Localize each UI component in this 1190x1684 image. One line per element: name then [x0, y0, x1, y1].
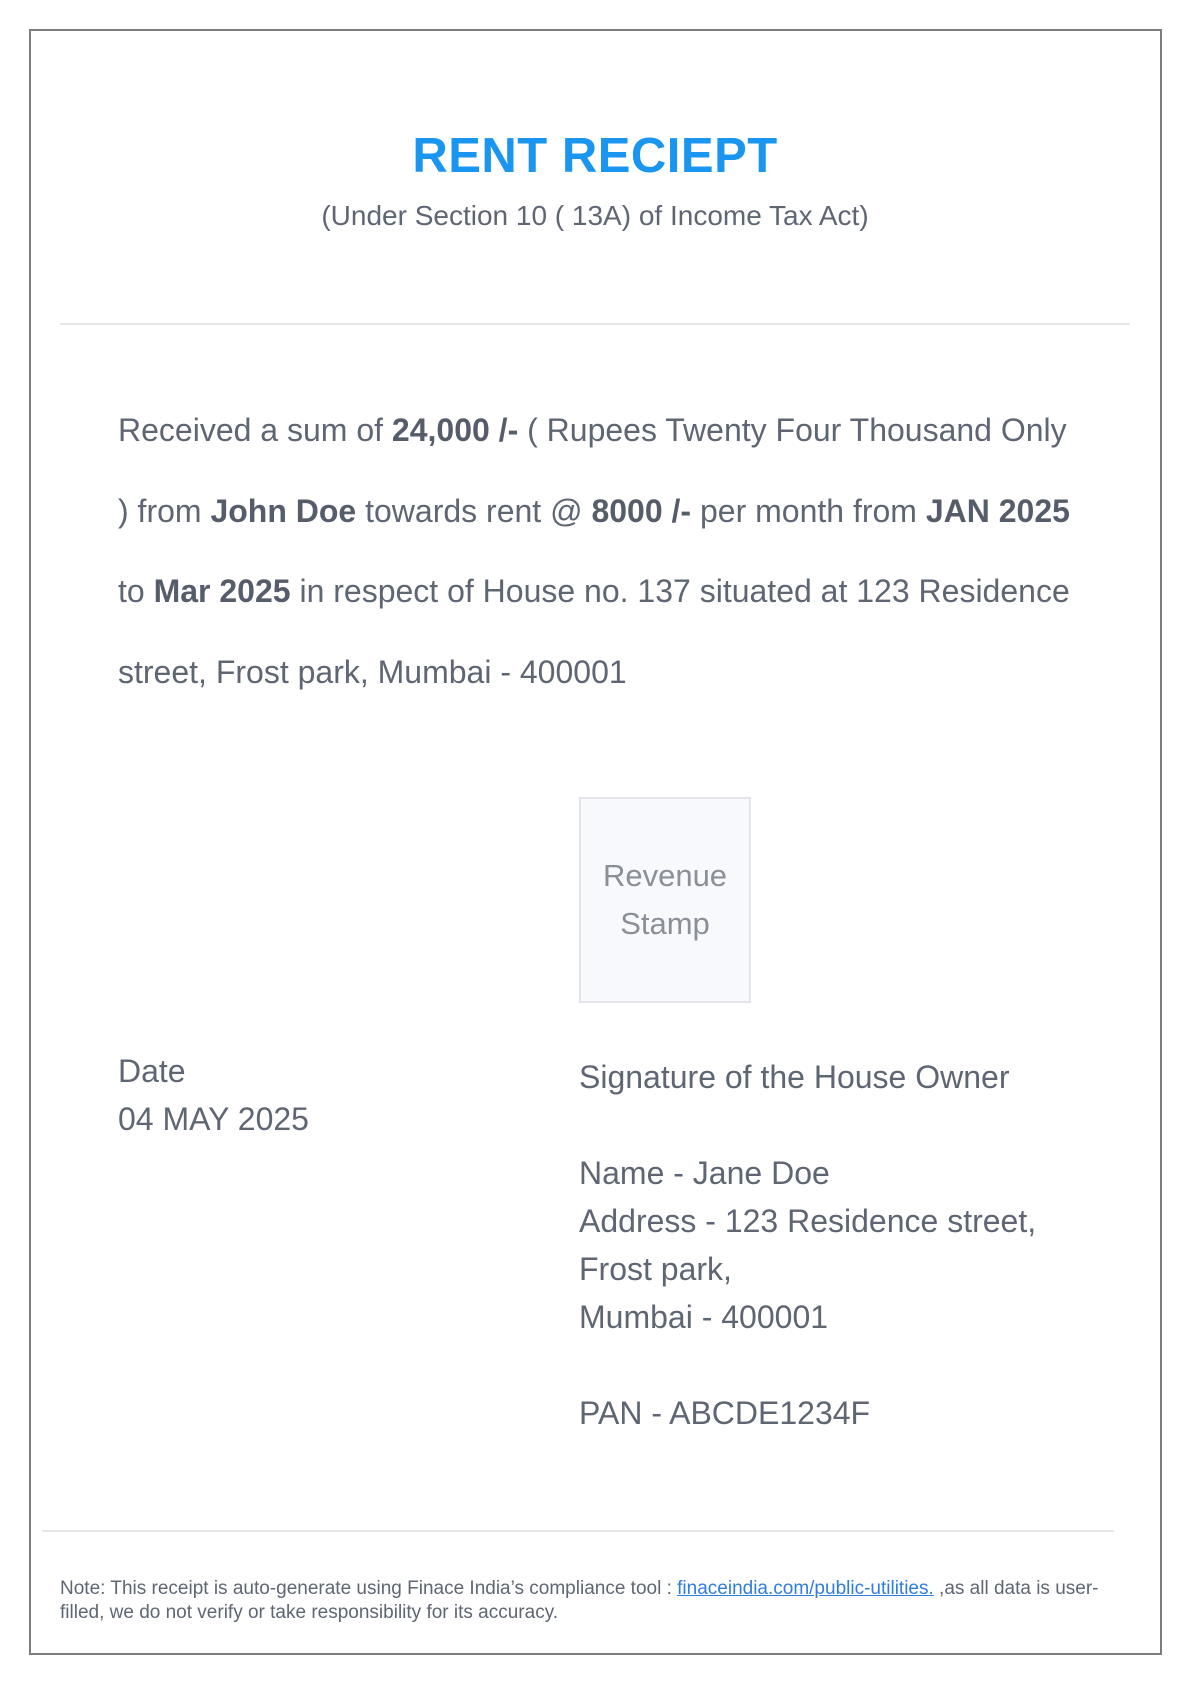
receipt-text: to	[118, 573, 154, 609]
compliance-tool-link[interactable]: finaceindia.com/public-utilities.	[677, 1578, 934, 1599]
receipt-statement	[118, 390, 1078, 712]
date-value: 04 MAY 2025	[118, 1101, 309, 1137]
owner-name: Name - Jane Doe	[579, 1155, 830, 1191]
receipt-text: ( Rupees Twenty Four Thousand Only ) from	[118, 412, 1067, 529]
period-to: Mar 2025	[153, 573, 291, 609]
owner-address-line3: Mumbai - 400001	[579, 1299, 829, 1335]
revenue-stamp-box	[579, 797, 751, 1003]
page-title: RENT RECIEPT	[412, 129, 778, 183]
receipt-text: towards rent @	[356, 492, 592, 529]
signature-label: Signature of the House Owner	[579, 1059, 1010, 1095]
footer-divider	[42, 1530, 1114, 1532]
spacer	[579, 1101, 1036, 1149]
owner-pan: PAN - ABCDE1234F	[579, 1395, 871, 1431]
owner-details	[579, 1053, 1036, 1437]
receipt-text: per month from	[691, 492, 926, 529]
owner-address-line1: Address - 123 Residence street,	[579, 1203, 1037, 1239]
spacer	[579, 1341, 1036, 1389]
owner-address-line2: Frost park,	[579, 1251, 732, 1287]
receipt-text: Received a sum of	[118, 412, 392, 448]
tenant-name: John Doe	[210, 492, 357, 529]
page-subtitle: (Under Section 10 ( 13A) of Income Tax Act)	[321, 200, 869, 231]
receipt-text: in respect of House no. 137 situated at 123 Residence street, Frost park, Mumbai - 400001	[118, 573, 1070, 690]
footer-note	[60, 1577, 1110, 1625]
receipt-amount: 24,000 /-	[391, 412, 519, 448]
period-from: JAN 2025	[925, 492, 1070, 529]
date-label: Date	[118, 1053, 186, 1089]
header-divider	[60, 323, 1130, 325]
note-suffix: ,as all data is user-filled, we do not verify or take responsibility for its accuracy.	[60, 1578, 1099, 1623]
note-prefix: Note: This receipt is auto-generate using Finace India’s compliance tool :	[60, 1578, 678, 1599]
monthly-rent: 8000 /-	[591, 492, 692, 529]
revenue-stamp-label: Revenue Stamp	[602, 858, 728, 941]
